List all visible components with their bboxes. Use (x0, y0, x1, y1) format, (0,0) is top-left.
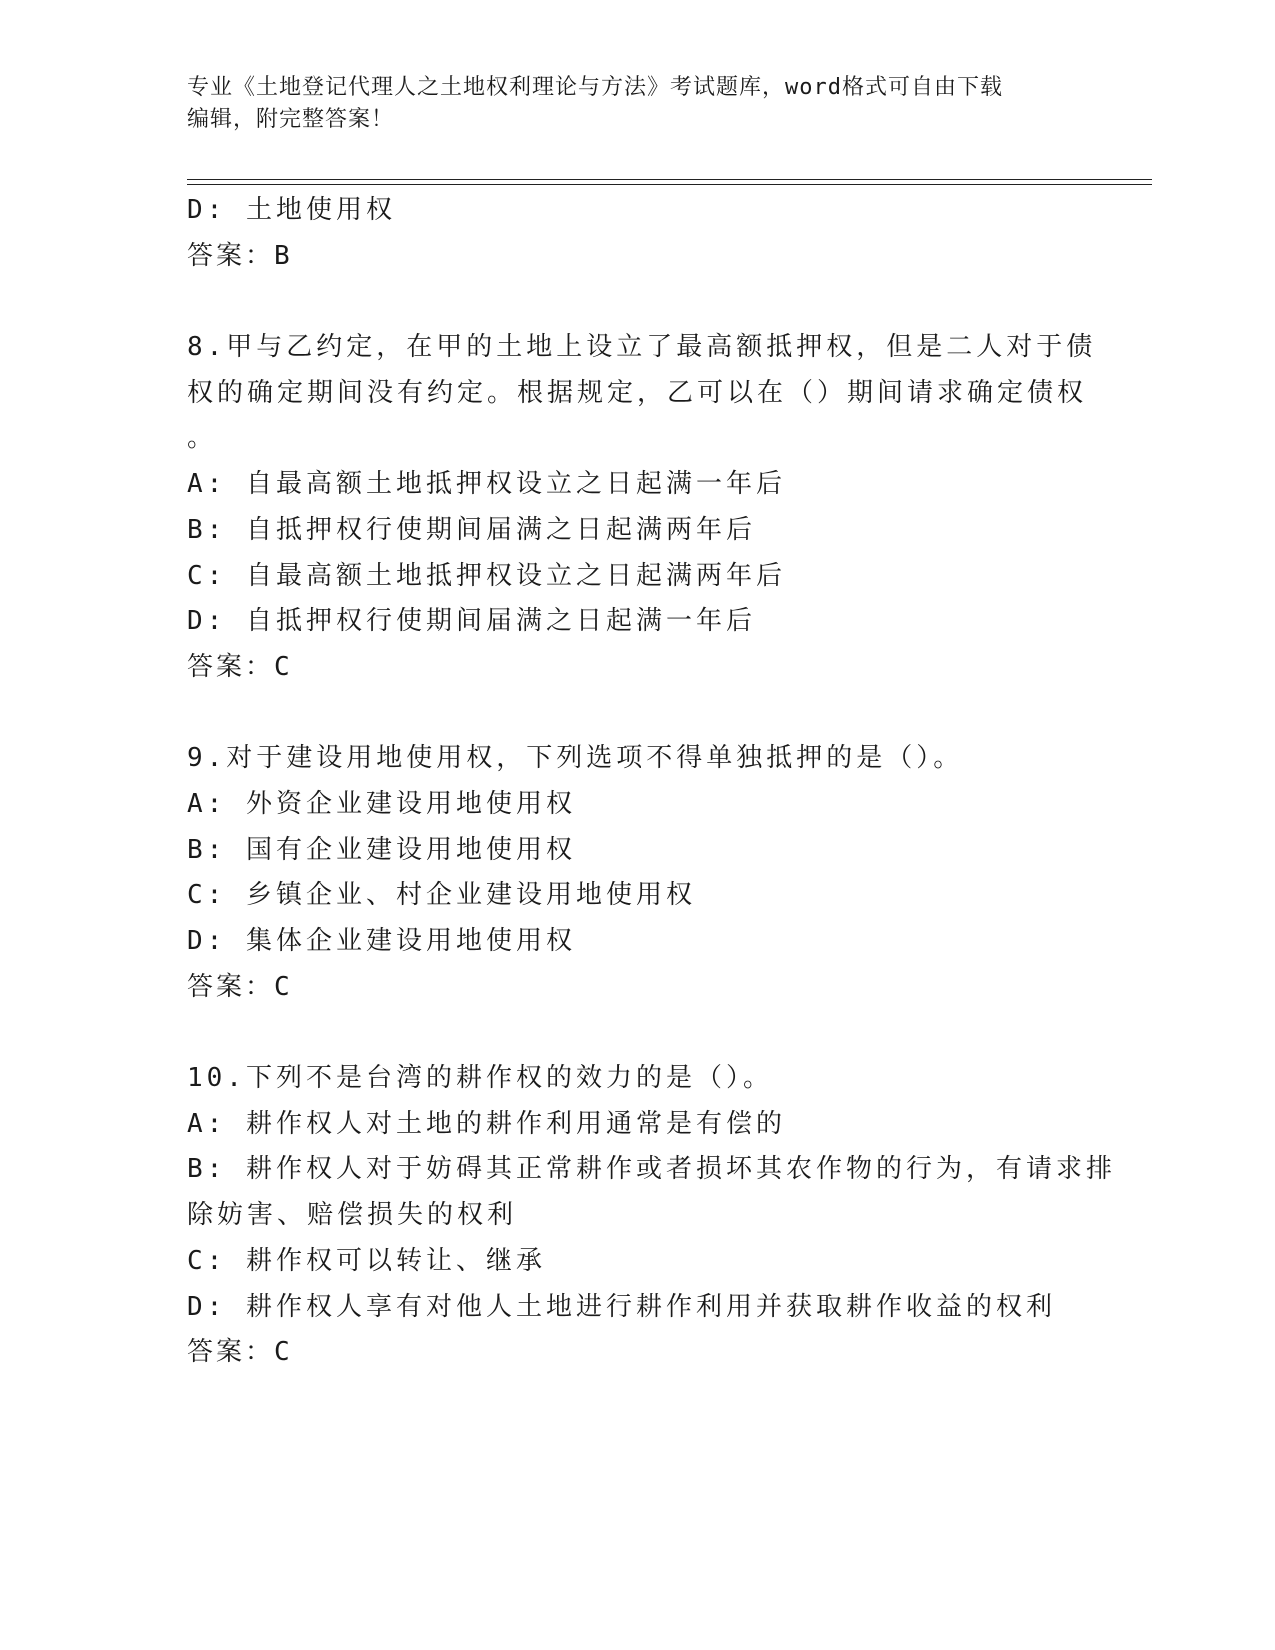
option-c: C: 乡镇企业、村企业建设用地使用权 (187, 880, 696, 911)
header-line-2: 编辑，附完整答案！ (187, 107, 395, 132)
option-d: D: 集体企业建设用地使用权 (187, 926, 576, 956)
option-d: D: 土地使用权 (187, 195, 396, 225)
option-b: B: 国有企业建设用地使用权 (187, 834, 576, 865)
option-d: D: 自抵押权行使期间届满之日起满一年后 (187, 606, 756, 637)
option-a: A: 自最高额土地抵押权设立之日起满一年后 (187, 469, 786, 500)
question-stem-line-1: 10.下列不是台湾的耕作权的效力的是（）。 (187, 1063, 773, 1094)
header-rule-top (187, 179, 1152, 180)
option-b-line-1: B: 耕作权人对于妨碍其正常耕作或者损坏其农作物的行为，有请求排 (187, 1154, 1116, 1185)
option-b-line-2: 除妨害、赔偿损失的权利 (187, 1200, 518, 1231)
answer-line (187, 234, 1087, 280)
answer-line (187, 965, 1087, 1011)
answer-line (187, 645, 1087, 691)
answer-line (187, 1330, 1087, 1376)
question-stem-line-2: 权的确定期间没有约定。根据规定，乙可以在（）期间请求确定债权 (187, 377, 1088, 408)
previous-question-tail (187, 188, 1087, 279)
answer-label: 答案： (187, 1337, 275, 1368)
answer-value: C (274, 651, 293, 682)
question-stem-line-3: 。 (187, 423, 218, 454)
answer-label: 答案： (187, 240, 275, 271)
option-c: C: 自最高额土地抵押权设立之日起满两年后 (187, 560, 786, 591)
option-c: C: 耕作权可以转让、继承 (187, 1245, 546, 1276)
option-b: B: 自抵押权行使期间届满之日起满两年后 (187, 514, 756, 545)
option-d: D: 耕作权人享有对他人土地进行耕作利用并获取耕作收益的权利 (187, 1291, 1056, 1322)
answer-value: C (274, 971, 293, 1002)
spacer (187, 1010, 1087, 1056)
question-8 (187, 325, 1097, 691)
option-a: A: 耕作权人对土地的耕作利用通常是有偿的 (187, 1108, 786, 1139)
header-rule-bottom (187, 184, 1152, 185)
question-stem-line-1: 9.对于建设用地使用权，下列选项不得单独抵押的是（）。 (187, 743, 964, 774)
document-header (187, 72, 1067, 136)
question-stem-line-1: 8.甲与乙约定，在甲的土地上设立了最高额抵押权，但是二人对于债 (187, 332, 1097, 363)
answer-label: 答案： (187, 651, 275, 682)
spacer (187, 279, 1087, 325)
question-10 (187, 1056, 1116, 1376)
answer-value: C (274, 1337, 293, 1368)
answer-label: 答案： (187, 971, 275, 1002)
option-a: A: 外资企业建设用地使用权 (187, 788, 576, 819)
header-line-1: 专业《土地登记代理人之土地权利理论与方法》考试题库，word格式可自由下载 (187, 75, 1003, 100)
spacer (187, 691, 1087, 737)
question-content (187, 188, 1116, 1376)
answer-value: B (274, 240, 293, 271)
question-9 (187, 736, 1087, 1010)
